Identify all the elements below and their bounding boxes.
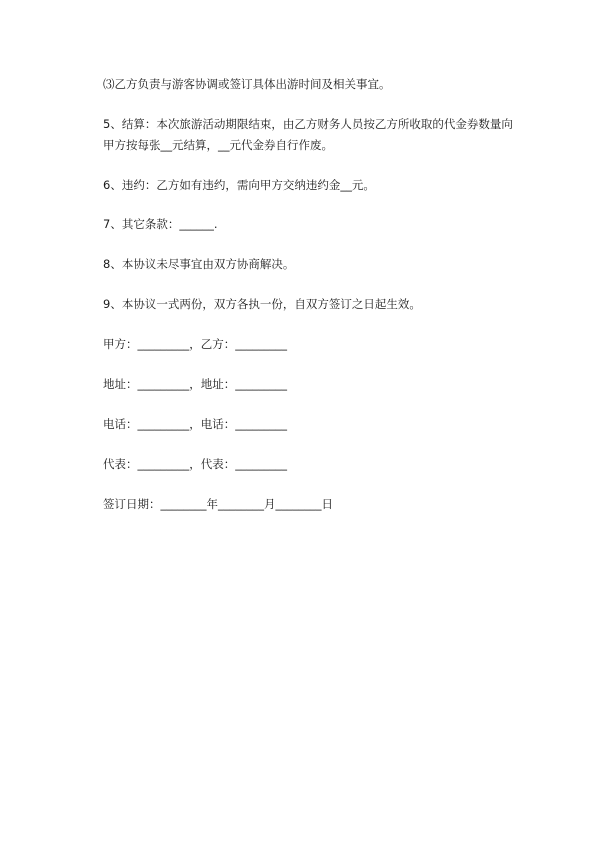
- party-names-line: 甲方：_________，乙方：_________: [103, 337, 287, 351]
- signing-date-line: 签订日期：________年________月________日: [103, 497, 333, 511]
- clause-7-other: 7、其它条款：______.: [103, 217, 218, 231]
- clause-6-breach: 6、违约：乙方如有违约，需向甲方交纳违约金__元。: [103, 178, 375, 192]
- clause-5-text: 5、结算：本次旅游活动期限结束，由乙方财务人员按乙方所收取的代金券数量向甲方按每张__元结算，__元代金券自行作废。: [103, 117, 513, 152]
- clause-8-unresolved: 8、本协议未尽事宜由双方协商解决。: [103, 257, 295, 271]
- clause-3-item: ⑶乙方负责与游客协调或签订具体出游时间及相关事宜。: [103, 77, 391, 91]
- representative-line: 代表：_________，代表：_________: [103, 457, 287, 471]
- phone-line: 电话：_________，电话：_________: [103, 417, 287, 431]
- address-line: 地址：_________，地址：_________: [103, 377, 287, 391]
- clause-5-settlement: [103, 114, 523, 156]
- clause-9-effect: 9、本协议一式两份，双方各执一份，自双方签订之日起生效。: [103, 297, 421, 311]
